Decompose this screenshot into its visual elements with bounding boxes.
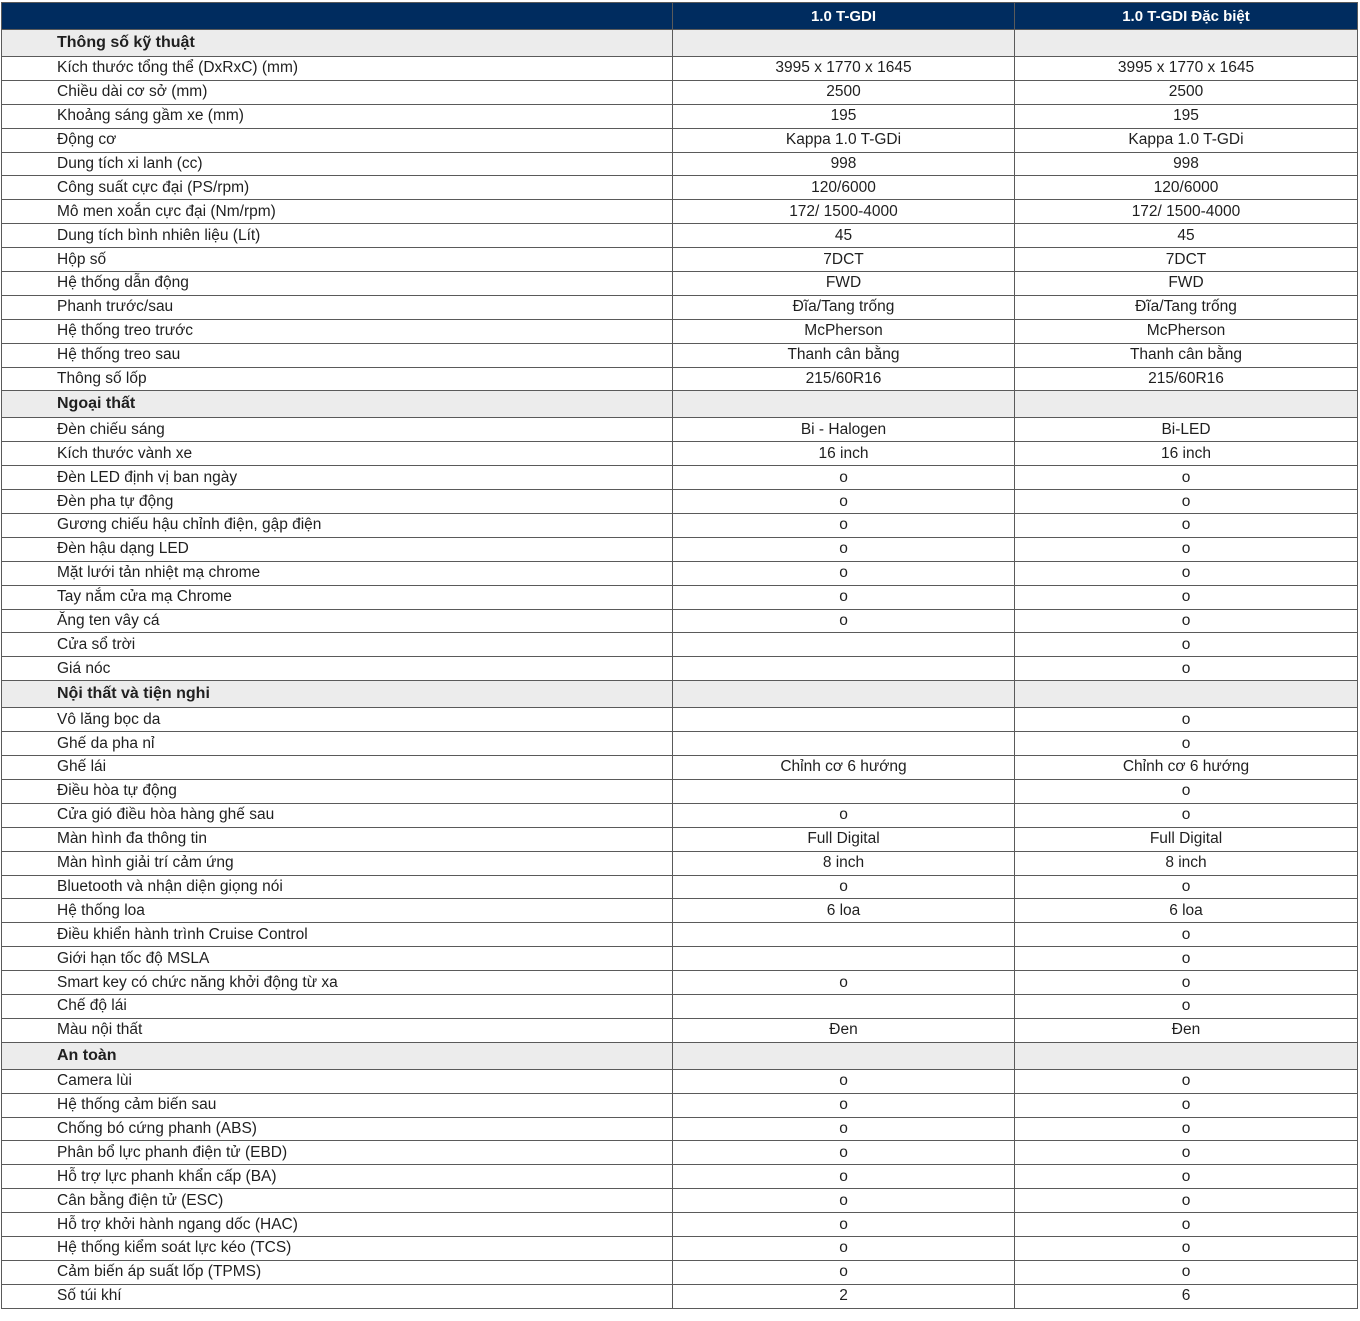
table-row [2, 971, 1358, 995]
spec-body [2, 30, 1358, 1309]
spec-label: Hệ thống loa [2, 899, 673, 923]
table-row [2, 104, 1358, 128]
table-row [2, 947, 1358, 971]
table-row [2, 442, 1358, 466]
spec-value-special: o [1015, 657, 1358, 681]
spec-label: Điều hòa tự động [2, 779, 673, 803]
spec-label: Màn hình giải trí cảm ứng [2, 851, 673, 875]
table-row [2, 57, 1358, 81]
section-blank-cell [1015, 681, 1358, 708]
section-blank-cell [1015, 1042, 1358, 1069]
spec-value-special: o [1015, 779, 1358, 803]
spec-value-standard: Bi - Halogen [673, 418, 1015, 442]
spec-label: Đèn chiếu sáng [2, 418, 673, 442]
table-row [2, 152, 1358, 176]
spec-value-special: Bi-LED [1015, 418, 1358, 442]
spec-value-special: o [1015, 633, 1358, 657]
spec-value-special: 195 [1015, 104, 1358, 128]
table-row [2, 295, 1358, 319]
spec-label: Hệ thống dẫn động [2, 272, 673, 296]
spec-label: Kích thước vành xe [2, 442, 673, 466]
table-row [2, 732, 1358, 756]
section-blank-cell [673, 30, 1015, 57]
spec-label: Phanh trước/sau [2, 295, 673, 319]
spec-label: Màu nội thất [2, 1018, 673, 1042]
spec-label: Dung tích bình nhiên liệu (Lít) [2, 224, 673, 248]
table-row [2, 1018, 1358, 1042]
spec-value-standard [673, 732, 1015, 756]
header-blank [2, 3, 673, 30]
spec-value-special: Đĩa/Tang trống [1015, 295, 1358, 319]
section-title: Thông số kỹ thuật [2, 30, 673, 57]
spec-table [1, 2, 1358, 1309]
table-row [2, 80, 1358, 104]
spec-label: Mô men xoắn cực đại (Nm/rpm) [2, 200, 673, 224]
spec-value-standard: 8 inch [673, 851, 1015, 875]
spec-value-standard: 7DCT [673, 248, 1015, 272]
section-title: Ngoại thất [2, 391, 673, 418]
spec-label: Smart key có chức năng khởi động từ xa [2, 971, 673, 995]
spec-label: Vô lăng bọc da [2, 708, 673, 732]
spec-label: Chiều dài cơ sở (mm) [2, 80, 673, 104]
table-row [2, 418, 1358, 442]
spec-label: Màn hình đa thông tin [2, 827, 673, 851]
table-row [2, 657, 1358, 681]
spec-label: Giá nóc [2, 657, 673, 681]
spec-value-special: o [1015, 1141, 1358, 1165]
section-title: An toàn [2, 1042, 673, 1069]
table-row [2, 367, 1358, 391]
spec-label: Khoảng sáng gầm xe (mm) [2, 104, 673, 128]
table-row [2, 176, 1358, 200]
spec-value-standard: o [673, 1069, 1015, 1093]
spec-value-standard: o [673, 609, 1015, 633]
spec-value-special: o [1015, 1213, 1358, 1237]
spec-value-standard: 120/6000 [673, 176, 1015, 200]
spec-label: Hệ thống treo trước [2, 319, 673, 343]
spec-value-special: o [1015, 994, 1358, 1018]
table-row [2, 1236, 1358, 1260]
spec-label: Giới hạn tốc độ MSLA [2, 947, 673, 971]
section-header-row [2, 1042, 1358, 1069]
spec-value-special: 6 [1015, 1284, 1358, 1308]
spec-label: Hộp số [2, 248, 673, 272]
spec-value-standard: Kappa 1.0 T-GDi [673, 128, 1015, 152]
spec-value-standard: McPherson [673, 319, 1015, 343]
spec-value-standard: 998 [673, 152, 1015, 176]
spec-label: Cảm biến áp suất lốp (TPMS) [2, 1260, 673, 1284]
table-row [2, 1284, 1358, 1308]
spec-value-special: o [1015, 1236, 1358, 1260]
table-row [2, 272, 1358, 296]
section-blank-cell [1015, 30, 1358, 57]
spec-value-standard [673, 657, 1015, 681]
spec-value-standard: o [673, 1141, 1015, 1165]
spec-value-standard: o [673, 1213, 1015, 1237]
spec-label: Hệ thống treo sau [2, 343, 673, 367]
header-row [2, 3, 1358, 30]
spec-value-special: o [1015, 585, 1358, 609]
table-row [2, 224, 1358, 248]
spec-value-standard: 45 [673, 224, 1015, 248]
spec-value-standard: o [673, 514, 1015, 538]
spec-value-standard: o [673, 537, 1015, 561]
spec-value-standard: 2500 [673, 80, 1015, 104]
table-row [2, 1260, 1358, 1284]
table-row [2, 994, 1358, 1018]
header-model-standard: 1.0 T-GDI [673, 3, 1015, 30]
table-row [2, 1141, 1358, 1165]
spec-label: Bluetooth và nhận diện giọng nói [2, 875, 673, 899]
spec-value-standard: 6 loa [673, 899, 1015, 923]
table-row [2, 466, 1358, 490]
spec-value-standard: o [673, 466, 1015, 490]
spec-value-special: 172/ 1500-4000 [1015, 200, 1358, 224]
spec-value-standard [673, 779, 1015, 803]
spec-value-special: o [1015, 1093, 1358, 1117]
spec-label: Cân bằng điện tử (ESC) [2, 1189, 673, 1213]
spec-value-standard: Đĩa/Tang trống [673, 295, 1015, 319]
table-row [2, 827, 1358, 851]
spec-label: Động cơ [2, 128, 673, 152]
spec-label: Mặt lưới tản nhiệt mạ chrome [2, 561, 673, 585]
spec-value-standard: 2 [673, 1284, 1015, 1308]
spec-value-standard: Đen [673, 1018, 1015, 1042]
spec-value-special: o [1015, 732, 1358, 756]
table-row [2, 1213, 1358, 1237]
spec-value-standard: o [673, 1093, 1015, 1117]
spec-value-standard [673, 994, 1015, 1018]
spec-label: Công suất cực đại (PS/rpm) [2, 176, 673, 200]
spec-label: Đèn pha tự động [2, 490, 673, 514]
header-model-special: 1.0 T-GDI Đặc biệt [1015, 3, 1358, 30]
spec-value-standard: o [673, 875, 1015, 899]
table-row [2, 1069, 1358, 1093]
spec-value-special: 120/6000 [1015, 176, 1358, 200]
spec-value-standard: o [673, 1189, 1015, 1213]
table-row [2, 128, 1358, 152]
spec-value-standard: o [673, 1117, 1015, 1141]
table-row [2, 1165, 1358, 1189]
table-row [2, 200, 1358, 224]
spec-value-standard: Chỉnh cơ 6 hướng [673, 756, 1015, 780]
table-row [2, 585, 1358, 609]
table-row [2, 319, 1358, 343]
spec-value-special: Thanh cân bằng [1015, 343, 1358, 367]
spec-value-special: o [1015, 466, 1358, 490]
spec-label: Ghế da pha nỉ [2, 732, 673, 756]
table-row [2, 248, 1358, 272]
spec-value-special: o [1015, 1069, 1358, 1093]
spec-label: Thông số lốp [2, 367, 673, 391]
spec-value-special: o [1015, 1189, 1358, 1213]
spec-value-special: Full Digital [1015, 827, 1358, 851]
spec-value-standard: 172/ 1500-4000 [673, 200, 1015, 224]
spec-label: Hệ thống cảm biến sau [2, 1093, 673, 1117]
spec-value-standard: FWD [673, 272, 1015, 296]
section-header-row [2, 30, 1358, 57]
spec-value-standard: o [673, 1165, 1015, 1189]
spec-value-standard: Full Digital [673, 827, 1015, 851]
spec-value-standard: o [673, 803, 1015, 827]
section-title: Nội thất và tiện nghi [2, 681, 673, 708]
spec-value-special: Đen [1015, 1018, 1358, 1042]
spec-label: Đèn hậu dạng LED [2, 537, 673, 561]
spec-value-standard: 195 [673, 104, 1015, 128]
spec-value-special: o [1015, 803, 1358, 827]
spec-label: Đèn LED định vị ban ngày [2, 466, 673, 490]
table-row [2, 1189, 1358, 1213]
spec-label: Chế độ lái [2, 994, 673, 1018]
table-row [2, 633, 1358, 657]
spec-value-standard: o [673, 561, 1015, 585]
spec-value-standard: 3995 x 1770 x 1645 [673, 57, 1015, 81]
spec-label: Chống bó cứng phanh (ABS) [2, 1117, 673, 1141]
spec-label: Hỗ trợ khởi hành ngang dốc (HAC) [2, 1213, 673, 1237]
table-row [2, 875, 1358, 899]
section-blank-cell [673, 1042, 1015, 1069]
spec-value-special: o [1015, 923, 1358, 947]
spec-value-standard [673, 633, 1015, 657]
table-row [2, 756, 1358, 780]
section-header-row [2, 681, 1358, 708]
spec-value-special: o [1015, 971, 1358, 995]
spec-label: Gương chiếu hậu chỉnh điện, gập điện [2, 514, 673, 538]
table-row [2, 899, 1358, 923]
spec-value-special: o [1015, 1165, 1358, 1189]
spec-value-special: o [1015, 947, 1358, 971]
spec-value-special: 16 inch [1015, 442, 1358, 466]
spec-value-special: o [1015, 1260, 1358, 1284]
section-header-row [2, 391, 1358, 418]
spec-value-standard [673, 947, 1015, 971]
table-row [2, 803, 1358, 827]
spec-value-standard: o [673, 1260, 1015, 1284]
spec-label: Phân bổ lực phanh điện tử (EBD) [2, 1141, 673, 1165]
spec-value-special: o [1015, 561, 1358, 585]
spec-value-special: 2500 [1015, 80, 1358, 104]
spec-value-special: Kappa 1.0 T-GDi [1015, 128, 1358, 152]
table-row [2, 537, 1358, 561]
spec-label: Kích thước tổng thể (DxRxC) (mm) [2, 57, 673, 81]
spec-label: Ghế lái [2, 756, 673, 780]
table-row [2, 1117, 1358, 1141]
table-row [2, 561, 1358, 585]
table-row [2, 343, 1358, 367]
spec-value-special: o [1015, 490, 1358, 514]
spec-value-standard: o [673, 971, 1015, 995]
spec-value-special: o [1015, 708, 1358, 732]
spec-label: Điều khiển hành trình Cruise Control [2, 923, 673, 947]
spec-label: Camera lùi [2, 1069, 673, 1093]
section-blank-cell [673, 391, 1015, 418]
spec-value-standard: o [673, 585, 1015, 609]
spec-label: Cửa sổ trời [2, 633, 673, 657]
spec-value-special: 998 [1015, 152, 1358, 176]
spec-label: Ăng ten vây cá [2, 609, 673, 633]
spec-value-special: 215/60R16 [1015, 367, 1358, 391]
spec-value-special: McPherson [1015, 319, 1358, 343]
spec-value-special: 3995 x 1770 x 1645 [1015, 57, 1358, 81]
spec-label: Hỗ trợ lực phanh khẩn cấp (BA) [2, 1165, 673, 1189]
table-row [2, 708, 1358, 732]
spec-value-special: o [1015, 609, 1358, 633]
spec-value-standard: Thanh cân bằng [673, 343, 1015, 367]
spec-label: Tay nắm cửa mạ Chrome [2, 585, 673, 609]
spec-value-special: o [1015, 537, 1358, 561]
spec-label: Số túi khí [2, 1284, 673, 1308]
spec-value-special: 8 inch [1015, 851, 1358, 875]
spec-value-standard: 16 inch [673, 442, 1015, 466]
spec-value-special: 7DCT [1015, 248, 1358, 272]
spec-value-standard: o [673, 1236, 1015, 1260]
spec-value-standard: o [673, 490, 1015, 514]
table-row [2, 490, 1358, 514]
spec-value-special: 6 loa [1015, 899, 1358, 923]
spec-value-special: o [1015, 1117, 1358, 1141]
spec-value-standard [673, 708, 1015, 732]
spec-value-special: FWD [1015, 272, 1358, 296]
spec-value-special: o [1015, 875, 1358, 899]
table-row [2, 851, 1358, 875]
spec-value-standard [673, 923, 1015, 947]
table-row [2, 779, 1358, 803]
table-row [2, 609, 1358, 633]
spec-label: Cửa gió điều hòa hàng ghế sau [2, 803, 673, 827]
section-blank-cell [673, 681, 1015, 708]
spec-value-special: Chỉnh cơ 6 hướng [1015, 756, 1358, 780]
spec-value-special: o [1015, 514, 1358, 538]
spec-label: Dung tích xi lanh (cc) [2, 152, 673, 176]
section-blank-cell [1015, 391, 1358, 418]
spec-value-special: 45 [1015, 224, 1358, 248]
table-row [2, 923, 1358, 947]
spec-value-standard: 215/60R16 [673, 367, 1015, 391]
table-row [2, 514, 1358, 538]
spec-label: Hệ thống kiểm soát lực kéo (TCS) [2, 1236, 673, 1260]
table-row [2, 1093, 1358, 1117]
